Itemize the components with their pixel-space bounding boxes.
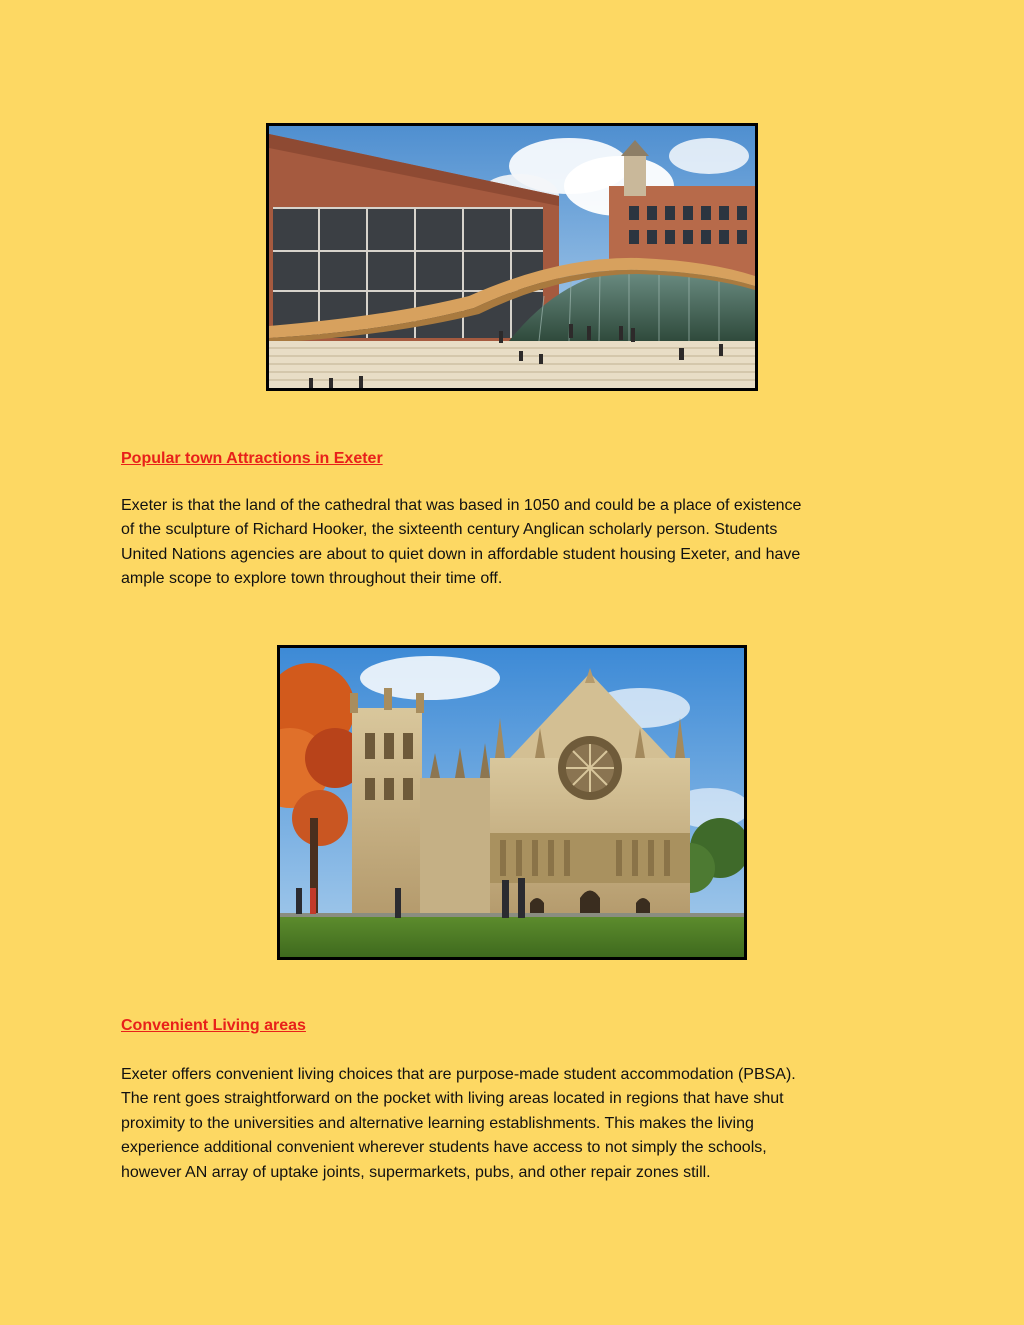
section-paragraph-attractions	[121, 494, 921, 592]
paragraph-line: United Nations agencies are about to quiet down in affordable student housing Exeter, and have	[121, 545, 801, 563]
section-heading-living-areas[interactable]: Convenient Living areas	[121, 1017, 306, 1034]
paragraph-line: of the sculpture of Richard Hooker, the sixteenth century Anglican scholarly person. Students	[121, 521, 778, 539]
paragraph-line: proximity to the universities and alternative learning establishments. This makes the living	[121, 1114, 754, 1132]
paragraph-line: experience additional convenient wherever students have access to not simply the schools,	[121, 1139, 767, 1157]
university-building-photo	[266, 123, 758, 391]
section-heading-attractions[interactable]: Popular town Attractions in Exeter	[121, 450, 383, 467]
university-building-illustration	[269, 126, 755, 388]
cathedral-illustration	[280, 648, 744, 957]
paragraph-line: however AN array of uptake joints, supermarkets, pubs, and other repair zones still.	[121, 1163, 711, 1181]
paragraph-line: Exeter offers convenient living choices that are purpose-made student accommodation (PBSA).	[121, 1066, 796, 1083]
section-paragraph-living-areas	[121, 1063, 921, 1185]
paragraph-line: ample scope to explore town throughout their time off.	[121, 570, 503, 588]
paragraph-line: Exeter is that the land of the cathedral that was based in 1050 and could be a place of existence	[121, 497, 802, 514]
paragraph-line: The rent goes straightforward on the pocket with living areas located in regions that have shut	[121, 1090, 784, 1108]
cathedral-photo	[277, 645, 747, 960]
